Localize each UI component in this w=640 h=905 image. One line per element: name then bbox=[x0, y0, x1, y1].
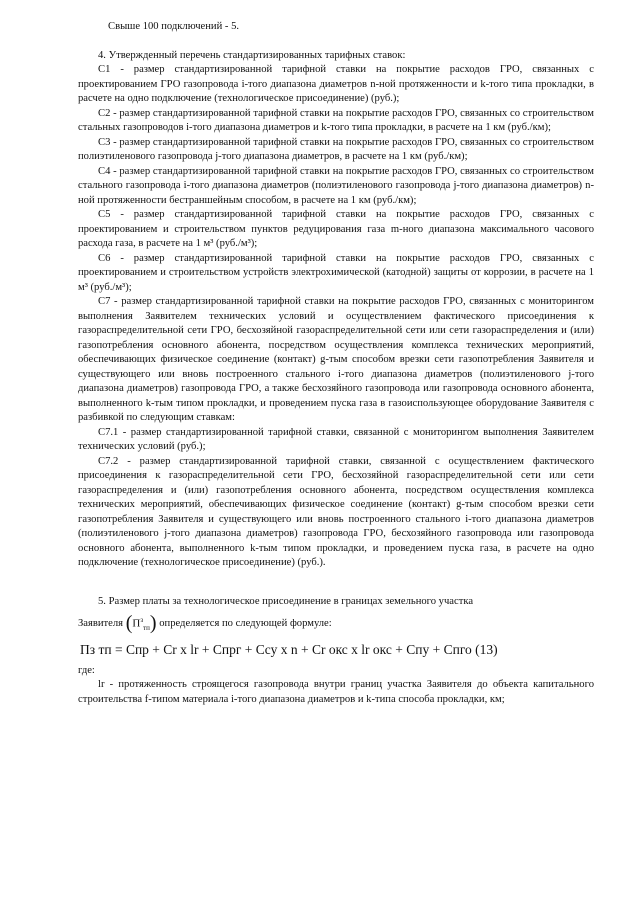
symbol-p-tp: $(П^з_{тп})$ bbox=[125, 612, 157, 634]
rate-c4: C4 - размер стандартизированной тарифной ставки на покрытие расходов ГРО, связанных со строительством стального газопровода i-того диапазона диаметров (полиэтиленового газопровода j-того диапазона диаметров) n-ной протяженности бестраншейным способом, в расчете на 1 км (руб./км); bbox=[78, 165, 594, 206]
lr-definition: lr - протяженность строящегося газопровода внутри границ участка Заявителя до объекта капитального строительства f-типом материала i-того диапазона диаметров и k-типа способа прокладки, км; bbox=[78, 679, 594, 705]
rate-c1: C1 - размер стандартизированной тарифной ставки на покрытие расходов ГРО, связанных с проектированием ГРО газопровода i-того диапазона диаметров n-ной протяженности и k-того типа прокладки, в расчете на одно подключение (технологическое присоединение) (руб.); bbox=[78, 64, 594, 104]
rate-c7-2: C7.2 - размер стандартизированной тарифной ставки, связанной с осуществлением фактического присоединения к газораспределительной сети ГРО, бесхозяйной газораспределительной сети или сети газораспределения и (или) газопотребления основного абонента, посредством осуществления комплекса технических мероприятий, обеспечивающих физическое соединение (контакт) g-тым способом врезки сети газопотребления Заявителя и существующего или вновь построенного стального i-того диапазона диаметров (полиэтиленового j-того диапазона диаметров) газопровода ГРО, бесхозяйного газопровода или газопровода основного абонента, выполненного k-тым типом прокладки, и проведением пуска газа, в расчете на одно подключение (технологическое присоединение) (руб.). bbox=[78, 455, 594, 568]
document-page bbox=[78, 20, 594, 707]
formula-text: Пз тп = Cпр + Cr x lr + Cпрг + Cсу x n + Cr окс x lr окс + Cпу + Cпго (13) bbox=[80, 641, 498, 657]
section-5-line2 bbox=[78, 613, 594, 634]
rate-c7-1: C7.1 - размер стандартизированной тарифной ставки, связанной с мониторингом выполнения Заявителем технических условий (руб.); bbox=[78, 426, 594, 452]
zayavitel-word: Заявителя bbox=[78, 617, 124, 629]
rate-c7: C7 - размер стандартизированной тарифной ставки на покрытие расходов ГРО, связанных с мониторингом выполнения Заявителем технических условий и осуществлением фактического присоединения к газораспределительной сети ГРО, бесхозяйной газораспределительной сети или сети газораспределения и (или) газопотребления основного абонента, посредством осуществления комплекса технических мероприятий, обеспечивающих физическое соединение (контакт) g-тым способом врезки сети газопотребления Заявителя и существующего или вновь построенного стального i-того диапазона диаметров (полиэтиленового j-того диапазона диаметров) газопровода ГРО, а также бесхозяйного газопровода или газопровода основного абонента, выполненного k-тым типом прокладки, и проведением пуска газа в газоиспользующее оборудование Заявителя с разбивкой по следующим ставкам: bbox=[78, 296, 594, 423]
formula-13 bbox=[80, 642, 594, 658]
rate-c6: C6 - размер стандартизированной тарифной ставки на покрытие расходов ГРО, связанных с проектированием и строительством устройств электрохимической (катодной) защиты от коррозии, в расчете на 1 м³ (руб./м³); bbox=[78, 252, 594, 293]
section-5-tail: определяется по следующей формуле: bbox=[159, 617, 332, 629]
rate-c5: C5 - размер стандартизированной тарифной ставки на покрытие расходов ГРО, связанных с проектированием и строительством пунктов редуцирования газа m-ного диапазона максимального часового расхода газа, в расчете на 1 м³ (руб./м³); bbox=[78, 209, 594, 249]
section-5-text: 5. Размер платы за технологическое присоединение в границах земельного участка bbox=[98, 595, 474, 607]
rate-c2: C2 - размер стандартизированной тарифной ставки на покрытие расходов ГРО, связанных со строительством стальных газопроводов i-того диапазона диаметров и k-того типа прокладки, в расчете на 1 км (руб./км); bbox=[78, 107, 594, 133]
top-line: Свыше 100 подключений - 5. bbox=[108, 21, 240, 32]
where-label: где: bbox=[78, 664, 95, 676]
section-4-title: 4. Утвержденный перечень стандартизированных тарифных ставок: bbox=[98, 49, 406, 61]
rate-c3: C3 - размер стандартизированной тарифной ставки на покрытие расходов ГРО, связанных со строительством полиэтиленового газопровода j-того диапазона диаметров, в расчете на 1 км (руб./км); bbox=[78, 136, 594, 162]
